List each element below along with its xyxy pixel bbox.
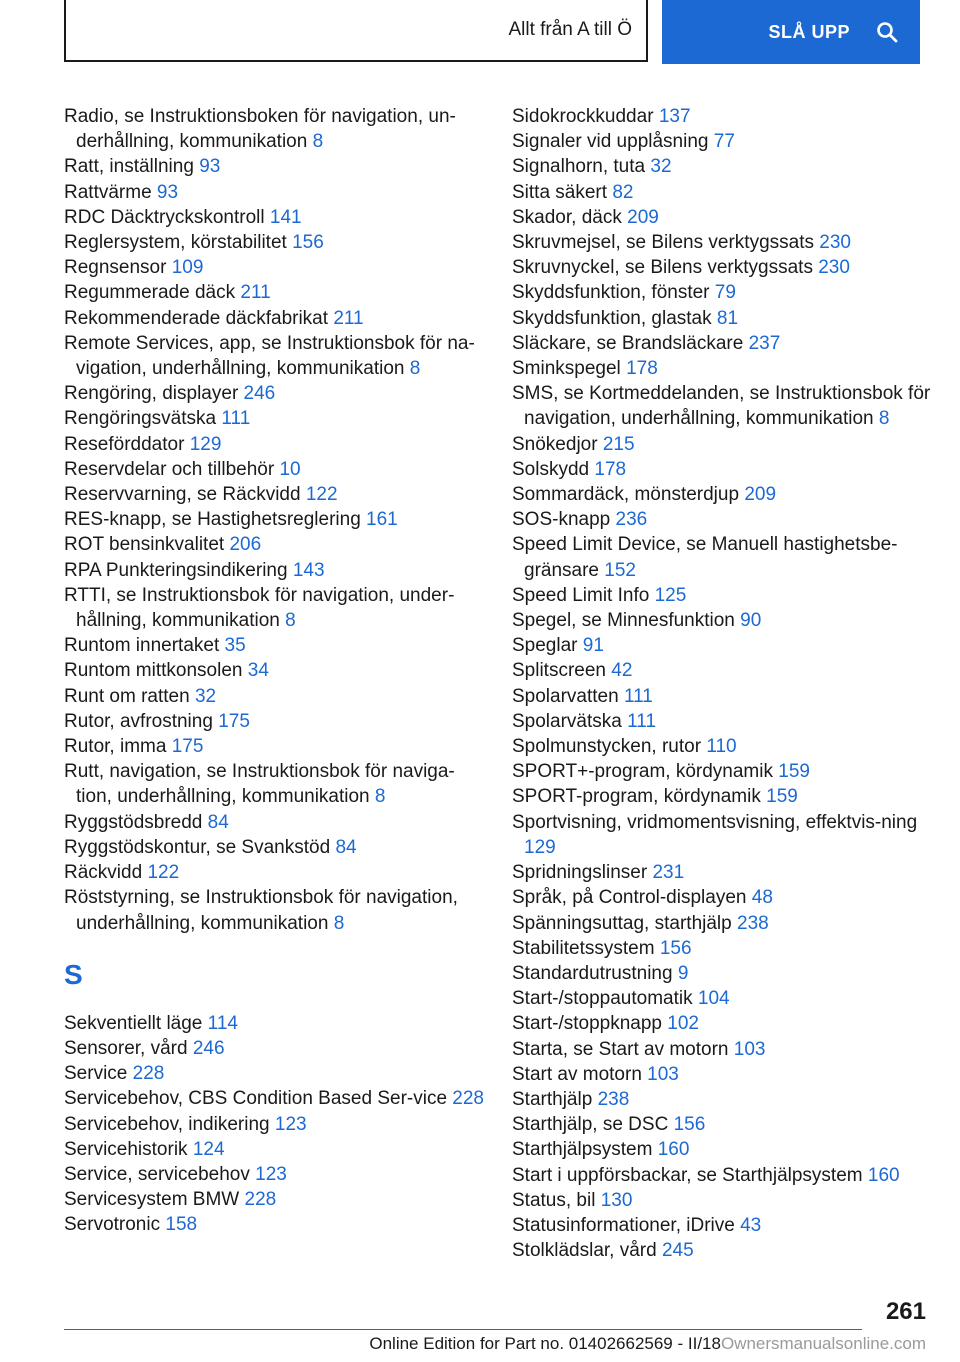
index-entry (64, 1011, 484, 1036)
page-link[interactable]: 81 (716, 307, 739, 329)
page-link[interactable]: 8 (333, 912, 345, 934)
index-entry-text: Spolarvatten (512, 685, 619, 707)
index-entry-text: Ratt, inställning (64, 156, 194, 178)
index-entry (64, 205, 484, 230)
page-link[interactable]: 129 (524, 836, 556, 858)
page-link[interactable]: 124 (192, 1138, 225, 1160)
page-link[interactable]: 161 (366, 509, 398, 531)
page-link[interactable]: 110 (706, 736, 737, 758)
index-entry (512, 154, 932, 179)
index-entry (64, 1162, 484, 1187)
page-link[interactable]: 102 (667, 1013, 699, 1035)
lookup-button[interactable] (662, 0, 920, 64)
index-entry-text: Ryggstödskontur, se Svankstöd (64, 836, 331, 858)
page-link[interactable]: 215 (602, 433, 635, 455)
index-entry (512, 759, 932, 784)
index-entry-text: Rutt, navigation, se Instruktionsbok för naviga-tion, underhållning, kommunikation (64, 761, 455, 808)
page-link[interactable]: 211 (240, 282, 271, 304)
page-link[interactable]: 104 (697, 988, 730, 1010)
index-entry (64, 684, 484, 709)
index-entry (64, 633, 484, 658)
index-entry (512, 432, 932, 457)
index-entry (512, 986, 932, 1011)
index-entry-text: Stolklädslar, vård (512, 1240, 657, 1262)
index-entry-text: Rengöring, displayer (64, 383, 239, 405)
index-entry (64, 1112, 484, 1137)
index-entry (512, 1188, 932, 1213)
page-link[interactable]: 160 (657, 1139, 690, 1161)
index-entry-text: Regummerade däck (64, 282, 236, 304)
search-icon (876, 21, 898, 43)
index-entry (512, 482, 932, 507)
page-link[interactable]: 123 (255, 1163, 287, 1185)
index-entry (64, 558, 484, 583)
index-entry-text: Solskydd (512, 458, 590, 480)
index-column-right (512, 104, 932, 1263)
index-entry-text: Speed Limit Device, se Manuell hastighetsbe-gränsare (512, 534, 898, 581)
page-link[interactable]: 209 (744, 484, 777, 506)
index-entry (64, 507, 484, 532)
index-entry-text: Skruvnyckel, se Bilens verktygssats (512, 257, 813, 279)
index-entry (64, 457, 484, 482)
page-link[interactable]: 111 (623, 685, 653, 707)
index-entry (512, 810, 932, 860)
index-entry (512, 1062, 932, 1087)
index-entry (512, 129, 932, 154)
page-link[interactable]: 238 (737, 912, 769, 934)
index-entry-text: SOS-knapp (512, 509, 611, 531)
index-entry (64, 1212, 484, 1237)
page-link[interactable]: 178 (626, 358, 658, 380)
index-entry-text: Sommardäck, mönsterdjup (512, 484, 740, 506)
index-entry (512, 255, 932, 280)
index-entry (64, 1187, 484, 1212)
page-link[interactable]: 156 (673, 1114, 706, 1136)
page-link[interactable]: 8 (285, 610, 296, 632)
page-link[interactable]: 246 (192, 1037, 225, 1059)
index-entry-text: Statusinformationer, iDrive (512, 1214, 735, 1236)
index-entry-text: Spegel, se Minnesfunktion (512, 610, 735, 632)
index-entry (64, 1137, 484, 1162)
index-entry (512, 104, 932, 129)
footer-divider (64, 1329, 862, 1330)
index-entry-text: Servicebehov, indikering (64, 1113, 270, 1135)
index-entry-text: Starta, se Start av motorn (512, 1038, 729, 1060)
index-entry-text: Språk, på Control-displayen (512, 887, 747, 909)
index-entry-text: Speglar (512, 635, 578, 657)
index-entry-text: Reservvarning, se Räckvidd (64, 484, 301, 506)
index-entry (512, 356, 932, 381)
index-entry-text: Spolarvätska (512, 710, 622, 732)
page-link[interactable]: 245 (661, 1240, 694, 1262)
page-link[interactable]: 9 (677, 962, 689, 984)
page-number: 261 (885, 1298, 926, 1325)
page-link[interactable]: 209 (627, 206, 659, 228)
index-entry (512, 885, 932, 910)
index-entry (64, 406, 484, 431)
index-entry (64, 381, 484, 406)
page-link[interactable]: 130 (600, 1189, 633, 1211)
index-entry-text: RES-knapp, se Hastighetsreglering (64, 509, 361, 531)
index-entry (512, 507, 932, 532)
index-entry (64, 180, 484, 205)
page-link[interactable]: 34 (247, 660, 269, 682)
index-entry (512, 608, 932, 633)
index-entry-text: Servotronic (64, 1214, 161, 1236)
section-heading: S (64, 958, 83, 990)
index-entry (64, 154, 484, 179)
index-entry-text: Räckvidd (64, 862, 143, 884)
index-entry (512, 911, 932, 936)
index-entry (512, 1238, 932, 1263)
page-link[interactable]: 93 (199, 156, 221, 178)
index-entry-text: Rutor, avfrostning (64, 710, 213, 732)
index-entry-text: Spolmunstycken, rutor (512, 736, 702, 758)
index-entry-text: SPORT+-program, kördynamik (512, 761, 773, 783)
page-link[interactable]: 129 (189, 433, 222, 455)
index-entry-text: SMS, se Kortmeddelanden, se Instruktionsbok för navigation, underhållning, kommunikation (512, 383, 931, 430)
index-entry (64, 759, 484, 809)
index-entry (512, 860, 932, 885)
index-entry (512, 1163, 932, 1188)
index-entry-text: Speed Limit Info (512, 584, 650, 606)
index-entry-text: Runtom innertaket (64, 635, 220, 657)
page-link[interactable]: 122 (305, 484, 338, 506)
page-link[interactable]: 206 (229, 534, 262, 556)
index-entry-text: Skruvmejsel, se Bilens verktygssats (512, 232, 814, 254)
index-list-r (64, 104, 484, 936)
a-to-z-label: Allt från A till Ö (508, 19, 632, 40)
index-entry-text: Status, bil (512, 1189, 596, 1211)
page-link[interactable]: 230 (818, 257, 850, 279)
page-link[interactable]: 32 (194, 685, 217, 707)
edition-text: Online Edition for Part no. 01402662569 - II/18 (369, 1334, 721, 1353)
index-entry (64, 1061, 484, 1086)
page-link[interactable]: 111 (221, 408, 251, 430)
page-link[interactable]: 91 (582, 635, 604, 657)
index-entry (64, 331, 484, 381)
index-entry (512, 331, 932, 356)
index-entry (512, 532, 932, 582)
index-entry (64, 280, 484, 305)
index-entry-text: Skyddsfunktion, fönster (512, 282, 710, 304)
page-link[interactable]: 8 (878, 408, 890, 430)
index-list-s-continued (512, 104, 932, 1263)
page-link[interactable]: 109 (171, 257, 204, 279)
index-entry-text: Ryggstödsbredd (64, 811, 203, 833)
index-entry-text: Runtom mittkonsolen (64, 660, 243, 682)
index-entry (64, 734, 484, 759)
index-entry (512, 784, 932, 809)
page-link[interactable]: 238 (597, 1088, 630, 1110)
index-entry (512, 1137, 932, 1162)
page-link[interactable]: 114 (207, 1012, 238, 1034)
page-link[interactable]: 228 (132, 1063, 165, 1085)
index-entry (64, 835, 484, 860)
index-entry-text: Sidokrockkuddar (512, 106, 654, 127)
index-entry (512, 961, 932, 986)
page-link[interactable]: 156 (292, 232, 324, 254)
index-entry-text: Skyddsfunktion, glastak (512, 307, 712, 329)
page-link[interactable]: 111 (627, 710, 657, 732)
index-entry (512, 583, 932, 608)
page-link[interactable]: 77 (713, 131, 735, 153)
index-entry (64, 860, 484, 885)
index-entry (512, 684, 932, 709)
page-link[interactable]: 122 (147, 862, 180, 884)
index-entry-text: Splitscreen (512, 660, 606, 682)
page-link[interactable]: 42 (611, 660, 633, 682)
index-entry-text: Sensorer, vård (64, 1037, 188, 1059)
page-link[interactable]: 159 (766, 786, 798, 808)
index-entry (64, 255, 484, 280)
page-link[interactable]: 125 (654, 584, 687, 606)
index-entry-text: RTTI, se Instruktionsbok för navigation, under-hållning, kommunikation (64, 584, 455, 632)
index-entry-text: Service (64, 1063, 128, 1085)
index-entry (512, 230, 932, 255)
footer (280, 1334, 926, 1354)
index-entry-text: Servicehistorik (64, 1138, 188, 1160)
index-entry (512, 381, 932, 431)
index-entry (512, 936, 932, 961)
page-link[interactable]: 211 (333, 307, 364, 329)
index-entry-text: Start-/stoppautomatik (512, 988, 693, 1010)
index-entry-text: Standardutrustning (512, 962, 673, 984)
index-entry (512, 734, 932, 759)
page-link[interactable]: 10 (279, 458, 301, 480)
page-link[interactable]: 143 (292, 559, 325, 581)
index-entry-text: Servicesystem BMW (64, 1189, 240, 1211)
index-entry (64, 306, 484, 331)
index-entry-text: Start-/stoppknapp (512, 1013, 662, 1035)
index-entry-text: Reseförddator (64, 433, 185, 455)
index-entry-text: ROT bensinkvalitet (64, 534, 225, 556)
index-entry (512, 633, 932, 658)
index-entry (512, 280, 932, 305)
index-entry-text: Regnsensor (64, 257, 167, 279)
index-entry-text: Starthjälpsystem (512, 1139, 653, 1161)
index-entry (512, 1213, 932, 1238)
page-link[interactable]: 32 (650, 156, 672, 178)
index-entry-text: Sekventiellt läge (64, 1012, 203, 1034)
index-entry-text: Reservdelar och tillbehör (64, 458, 275, 480)
page-link[interactable]: 228 (244, 1189, 277, 1211)
index-column-left (64, 104, 484, 1238)
page-link[interactable]: 231 (652, 862, 685, 884)
index-entry (64, 1036, 484, 1061)
index-entry (512, 205, 932, 230)
page-link[interactable]: 90 (740, 610, 762, 632)
index-entry-text: Signaler vid upplåsning (512, 131, 709, 153)
a-to-z-tab[interactable] (64, 0, 648, 62)
index-entry (512, 306, 932, 331)
index-entry (64, 709, 484, 734)
page-link[interactable]: 84 (335, 836, 357, 858)
page-link[interactable]: 103 (647, 1063, 679, 1085)
index-entry (64, 885, 484, 935)
index-entry (64, 230, 484, 255)
index-entry-text: Stabilitetssystem (512, 937, 655, 959)
page-link[interactable]: 175 (171, 736, 204, 758)
page-link[interactable]: 236 (615, 509, 648, 531)
page-link[interactable]: 103 (733, 1038, 766, 1060)
index-entry (64, 532, 484, 557)
index-entry (512, 1011, 932, 1036)
watermark-text: Ownersmanualsonline.com (720, 1334, 926, 1353)
index-entry-text: Starthjälp (512, 1088, 593, 1110)
index-entry-text: RPA Punkteringsindikering (64, 559, 288, 581)
index-entry-text: Sminkspegel (512, 358, 621, 380)
index-entry-text: Rekommenderade däckfabrikat (64, 307, 329, 329)
index-entry (512, 1112, 932, 1137)
page-link[interactable]: 79 (714, 282, 736, 304)
index-entry-text: Röststyrning, se Instruktionsbok för navigation, underhållning, kommunikation (64, 887, 458, 934)
index-entry-text: Släckare, se Brandsläckare (512, 332, 744, 354)
page-link[interactable]: 8 (409, 358, 421, 380)
page-link[interactable]: 228 (452, 1088, 484, 1110)
index-entry-text: Runt om ratten (64, 685, 190, 707)
page-link[interactable]: 93 (156, 181, 179, 203)
page-link[interactable]: 141 (269, 206, 302, 228)
index-entry (512, 709, 932, 734)
index-entry-text: Spänningsuttag, starthjälp (512, 912, 732, 934)
index-entry (512, 180, 932, 205)
page-link[interactable]: 137 (658, 106, 691, 127)
index-entry-text: Servicebehov, CBS Condition Based Ser-vice (64, 1088, 448, 1110)
index-entry-text: Service, servicebehov (64, 1163, 250, 1185)
top-navigation (64, 0, 920, 64)
index-entry (64, 658, 484, 683)
index-entry-text: SPORT-program, kördynamik (512, 786, 761, 808)
page-link[interactable]: 237 (748, 332, 781, 354)
page-link[interactable]: 84 (207, 811, 229, 833)
page-link[interactable]: 156 (659, 937, 692, 959)
page-link[interactable]: 82 (612, 181, 634, 203)
index-list-s (64, 1011, 484, 1238)
index-entry-text: Sitta säkert (512, 181, 608, 203)
page-link[interactable]: 123 (274, 1113, 307, 1135)
page-link[interactable]: 160 (867, 1164, 900, 1186)
index-entry (64, 482, 484, 507)
index-entry (64, 104, 484, 154)
index-entry-text: Start i uppförsbackar, se Starthjälpsystem (512, 1164, 863, 1186)
index-entry (512, 658, 932, 683)
index-entry-text: Rengöringsvätska (64, 408, 217, 430)
page-link[interactable]: 43 (740, 1214, 762, 1236)
lookup-label: SLÅ UPP (768, 21, 850, 42)
index-entry (64, 810, 484, 835)
index-entry (512, 1087, 932, 1112)
page-link[interactable]: 175 (218, 710, 250, 732)
index-entry-text: Radio, se Instruktionsboken för navigation, un-derhållning, kommunikation (64, 106, 456, 153)
page-link[interactable]: 8 (312, 131, 324, 153)
index-entry-text: Skador, däck (512, 206, 622, 228)
index-entry-text: Snökedjor (512, 433, 598, 455)
index-entry-text: Start av motorn (512, 1063, 642, 1085)
page-link[interactable]: 230 (819, 232, 851, 254)
index-entry-text: Rutor, imma (64, 736, 167, 758)
page-link[interactable]: 35 (224, 635, 246, 657)
index-entry-text: Reglersystem, körstabilitet (64, 232, 287, 254)
index-entry-text: Signalhorn, tuta (512, 156, 646, 178)
page-link[interactable]: 152 (604, 559, 636, 581)
page-link[interactable]: 178 (594, 458, 627, 480)
page-link[interactable]: 48 (751, 887, 773, 909)
index-entry (512, 457, 932, 482)
page-link[interactable]: 8 (374, 786, 386, 808)
index-entry-text: Spridningslinser (512, 862, 648, 884)
index-entry (512, 1037, 932, 1062)
index-entry (64, 432, 484, 457)
index-entry-text: RDC Däcktryckskontroll (64, 206, 265, 228)
page-link[interactable]: 158 (165, 1214, 198, 1236)
index-entry-text: Starthjälp, se DSC (512, 1114, 669, 1136)
index-entry-text: Remote Services, app, se Instruktionsbok för na-vigation, underhållning, kommunikation (64, 332, 475, 380)
index-entry-text: Sportvisning, vridmomentsvisning, effektvis-ning (512, 811, 918, 833)
index-entry-text: Rattvärme (64, 181, 152, 203)
page-link[interactable]: 159 (778, 761, 810, 783)
index-entry (64, 1086, 484, 1111)
index-entry (64, 583, 484, 633)
page-link[interactable]: 246 (243, 383, 276, 405)
